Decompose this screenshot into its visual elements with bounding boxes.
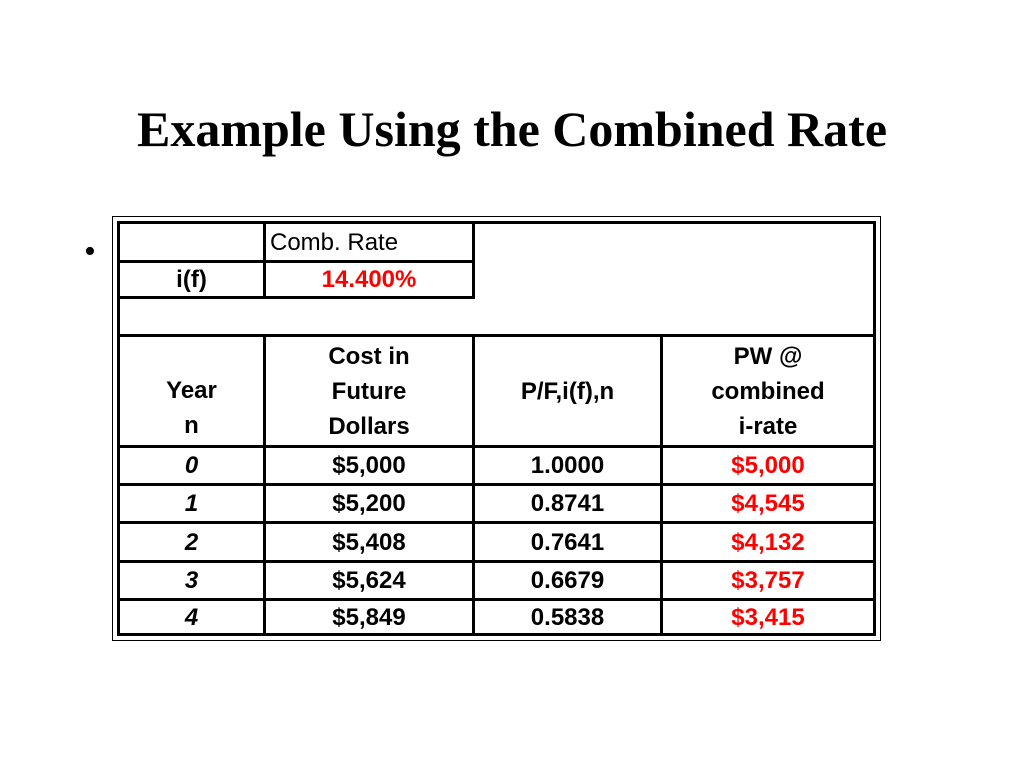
header-year <box>120 337 263 445</box>
slide-title: Example Using the Combined Rate <box>136 101 888 157</box>
rule <box>120 296 475 299</box>
factor-cell: 0.6679 <box>530 567 605 594</box>
header-cost <box>266 337 472 445</box>
header-text: Cost in <box>328 342 410 370</box>
rate-label: i(f) <box>176 266 207 293</box>
header-text: PW @ <box>733 342 803 370</box>
rate-value: 14.400% <box>321 266 417 293</box>
pw-cell: $4,545 <box>731 490 805 517</box>
header-text: Future <box>331 377 407 405</box>
year-cell: 4 <box>184 603 199 631</box>
header-factor <box>475 337 660 445</box>
header-text: combined <box>711 377 825 405</box>
cost-cell: $5,408 <box>332 528 406 556</box>
factor-cell: 0.7641 <box>530 528 605 556</box>
pw-cell: $5,000 <box>731 452 805 479</box>
year-cell: 3 <box>184 567 199 594</box>
comb-rate-header: Comb. Rate <box>270 228 399 256</box>
factor-cell: 1.0000 <box>530 452 605 479</box>
cost-cell: $5,200 <box>332 490 406 517</box>
factor-cell: 0.8741 <box>530 490 605 517</box>
bullet-point: • <box>84 233 96 270</box>
header-text: P/F,i(f),n <box>520 377 615 405</box>
header-text: Year <box>166 376 217 404</box>
year-cell: 0 <box>184 452 199 479</box>
cost-cell: $5,849 <box>332 603 406 631</box>
pw-cell: $4,132 <box>731 528 805 556</box>
cost-cell: $5,624 <box>332 567 406 594</box>
rate-table <box>117 221 876 636</box>
header-text: i-rate <box>738 412 798 440</box>
year-cell: 1 <box>184 490 199 517</box>
pw-cell: $3,415 <box>731 603 805 631</box>
year-cell: 2 <box>184 528 199 556</box>
header-text: Dollars <box>328 412 410 440</box>
cost-cell: $5,000 <box>332 452 406 479</box>
pw-cell: $3,757 <box>731 567 805 594</box>
factor-cell: 0.5838 <box>530 603 605 631</box>
header-pw <box>663 337 873 445</box>
header-text: n <box>184 411 199 439</box>
